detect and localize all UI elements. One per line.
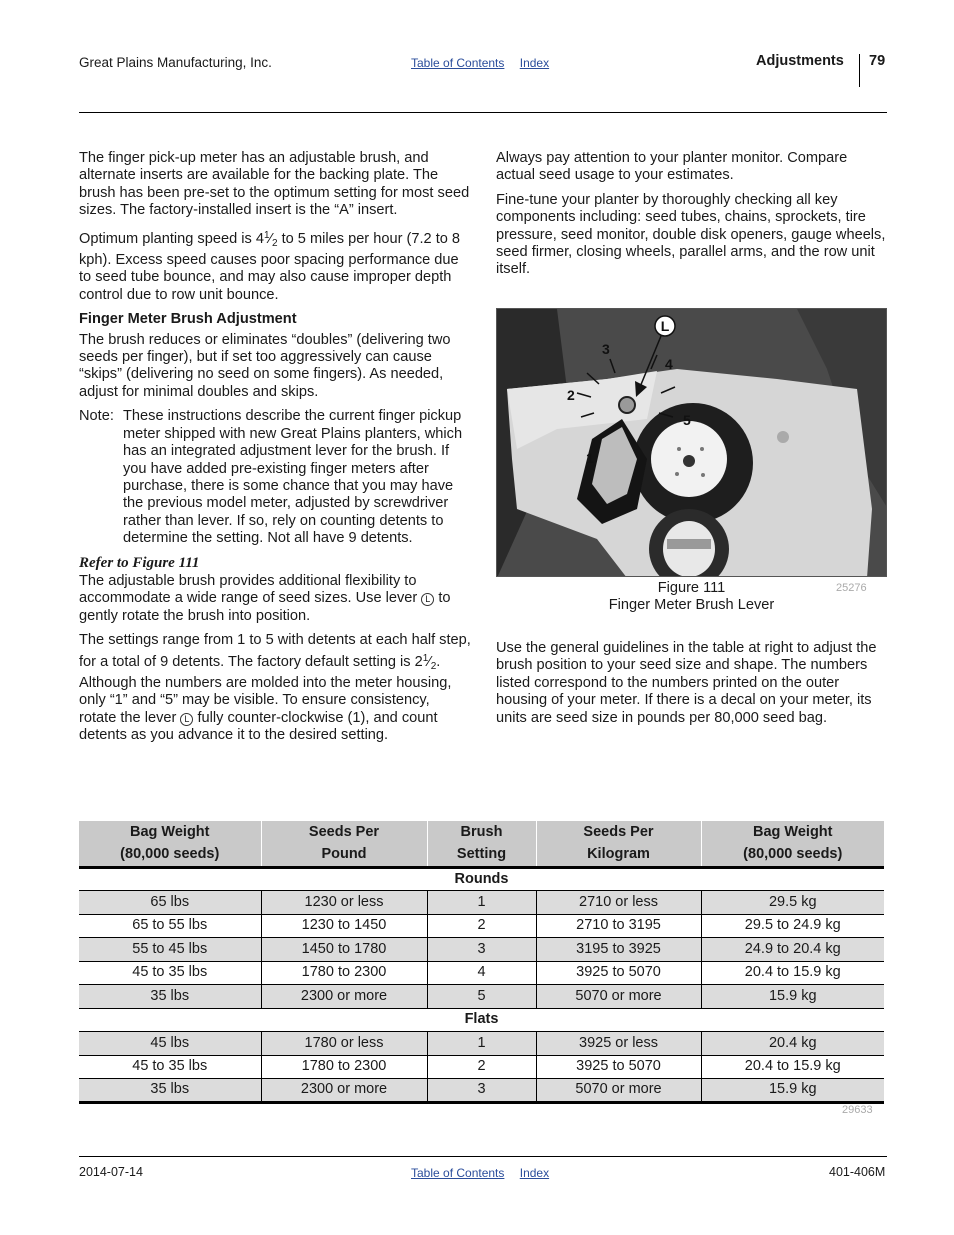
paragraph-monitor: Always pay attention to your planter monitor. Compare actual seed usage to your estimates. xyxy=(496,150,848,184)
index-link[interactable]: Index xyxy=(519,56,550,70)
table-row: 65 to 55 lbs 1230 to 1450 2 2710 to 3195 29.5 to 24.9 kg xyxy=(79,914,884,938)
figure-reference: Refer to Figure 111 xyxy=(79,554,200,571)
table-image-id: 29633 xyxy=(842,1104,873,1116)
heading-brush-adjustment: Finger Meter Brush Adjustment xyxy=(79,311,297,328)
left-column xyxy=(79,150,471,752)
figure-image-id: 25276 xyxy=(836,582,867,594)
note-label: Note: xyxy=(79,408,114,425)
paragraph-guidelines: Use the general guidelines in the table at right to adjust the brush position to your seed size and shape. The numbers listed correspond to the numbers printed on the outer housing of your meter. If there is a decal on your meter, its units are seed size in pounds per 80,000 seed bag. xyxy=(496,640,877,726)
footer-nav xyxy=(411,1165,561,1182)
section-row-flats: Flats xyxy=(79,1008,884,1032)
paragraph-fine-tune: Fine-tune your planter by thoroughly checking all key components including: seed tubes, chains, sprockets, tire pressure, seed monitor, double disk openers, gauge wheels, seed firmer, closing wheels, parallel arms, and the row unit itself. xyxy=(496,191,886,278)
header-nav xyxy=(411,55,561,72)
section-title: Adjustments xyxy=(756,53,844,69)
table-row: 65 lbs 1230 or less 1 2710 or less 29.5 kg xyxy=(79,891,884,915)
toc-link[interactable]: Table of Contents xyxy=(411,56,505,70)
figure-title: Finger Meter Brush Lever xyxy=(608,597,775,614)
table-row: 45 to 35 lbs 1780 to 2300 2 3925 to 5070 20.4 to 15.9 kg xyxy=(79,1055,884,1079)
note-body: These instructions describe the current finger pickup meter shipped with new Great Plains planters, which has an integrated adjustment lever for the brush. If you have added pre-existing finger meters after purchase, there is some chance that you may have the previous model meter, adjusted by screwdriver rather than lever. If so, rely on counting detents to determine the setting. Not all have 9 detents. xyxy=(123,408,463,547)
table-row: 35 lbs 2300 or more 3 5070 or more 15.9 kg xyxy=(79,1079,884,1103)
header-brush-setting: Brush Setting xyxy=(427,821,536,867)
meter-photo-illustration xyxy=(497,309,887,577)
figure-caption xyxy=(496,580,887,615)
paragraph-brush-doubles: The brush reduces or eliminates “doubles” (delivering two seeds per finger), but if set too aggressively can cause “skips” (delivering no seed on some fingers). As needed, adjust for minimal doubles and skips. xyxy=(79,331,451,400)
footer-toc-link[interactable]: Table of Contents xyxy=(411,1166,505,1180)
header-bag-weight-lbs: Bag Weight (80,000 seeds) xyxy=(79,821,261,867)
figure-111-photo xyxy=(496,308,887,577)
footer-date: 2014-07-14 xyxy=(79,1165,143,1179)
table-row: 35 lbs 2300 or more 5 5070 or more 15.9 kg xyxy=(79,985,884,1009)
figure-number: Figure 111 xyxy=(657,580,726,596)
header-divider xyxy=(859,54,860,87)
paragraph-settings: The settings range from 1 to 5 with detents at each half step, for a total of 9 detents. The factory default setting is $2^1⁄_2$. Although the numbers are molded into the meter housing, only “1” and “5” may be visible. To ensure consistency, rotate the lever L fully counter-clockwise (1), and count detents as you advance it to the desired setting. xyxy=(79,632,471,744)
callout-5: 5 xyxy=(683,412,691,428)
footer-index-link[interactable]: Index xyxy=(519,1166,550,1180)
company-name: Great Plains Manufacturing, Inc. xyxy=(79,55,272,70)
note-block xyxy=(79,408,471,547)
brush-setting-table xyxy=(79,821,884,1104)
footer-rule xyxy=(79,1156,887,1157)
right-column-bottom xyxy=(496,640,888,734)
table-row: 55 to 45 lbs 1450 to 1780 3 3195 to 3925 24.9 to 20.4 kg xyxy=(79,938,884,962)
lever-callout-icon: L xyxy=(180,713,193,726)
section-row-rounds: Rounds xyxy=(79,867,884,891)
footer-doc-number: 401-406M xyxy=(829,1165,886,1179)
callout-3: 3 xyxy=(602,341,610,357)
table-row: 45 lbs 1780 or less 1 3925 or less 20.4 kg xyxy=(79,1032,884,1056)
page-number: 79 xyxy=(869,53,886,69)
table-row: 45 to 35 lbs 1780 to 2300 4 3925 to 5070 20.4 to 15.9 kg xyxy=(79,961,884,985)
callout-L: L xyxy=(660,318,670,334)
callout-1: 1 xyxy=(586,450,594,466)
right-column-top xyxy=(496,150,888,286)
lever-callout-icon: L xyxy=(421,593,434,606)
callout-2: 2 xyxy=(567,387,575,403)
paragraph-meter-intro: The finger pick-up meter has an adjustable brush, and alternate inserts are available for the backing plate. The brush has been pre-set to the optimum setting for most seed sizes. The factory-installed insert is the “A” insert. xyxy=(79,150,470,219)
header-seeds-per-pound: Seeds Per Pound xyxy=(261,821,427,867)
table-header-row xyxy=(79,821,884,867)
callout-4: 4 xyxy=(665,356,673,372)
paragraph-planting-speed: Optimum planting speed is $4^1⁄_2$ to 5 miles per hour (7.2 to 8 kph). Excess speed causes poor spacing performance due to seed tube bounce, and may also cause improper depth control due to row unit bounce. xyxy=(79,229,461,303)
paragraph-lever: The adjustable brush provides additional flexibility to accommodate a wide range of seed sizes. Use lever L to gently rotate the brush into position. xyxy=(79,572,451,624)
header-bag-weight-kg: Bag Weight (80,000 seeds) xyxy=(701,821,884,867)
header-seeds-per-kilogram: Seeds Per Kilogram xyxy=(536,821,701,867)
header-rule xyxy=(79,112,887,113)
